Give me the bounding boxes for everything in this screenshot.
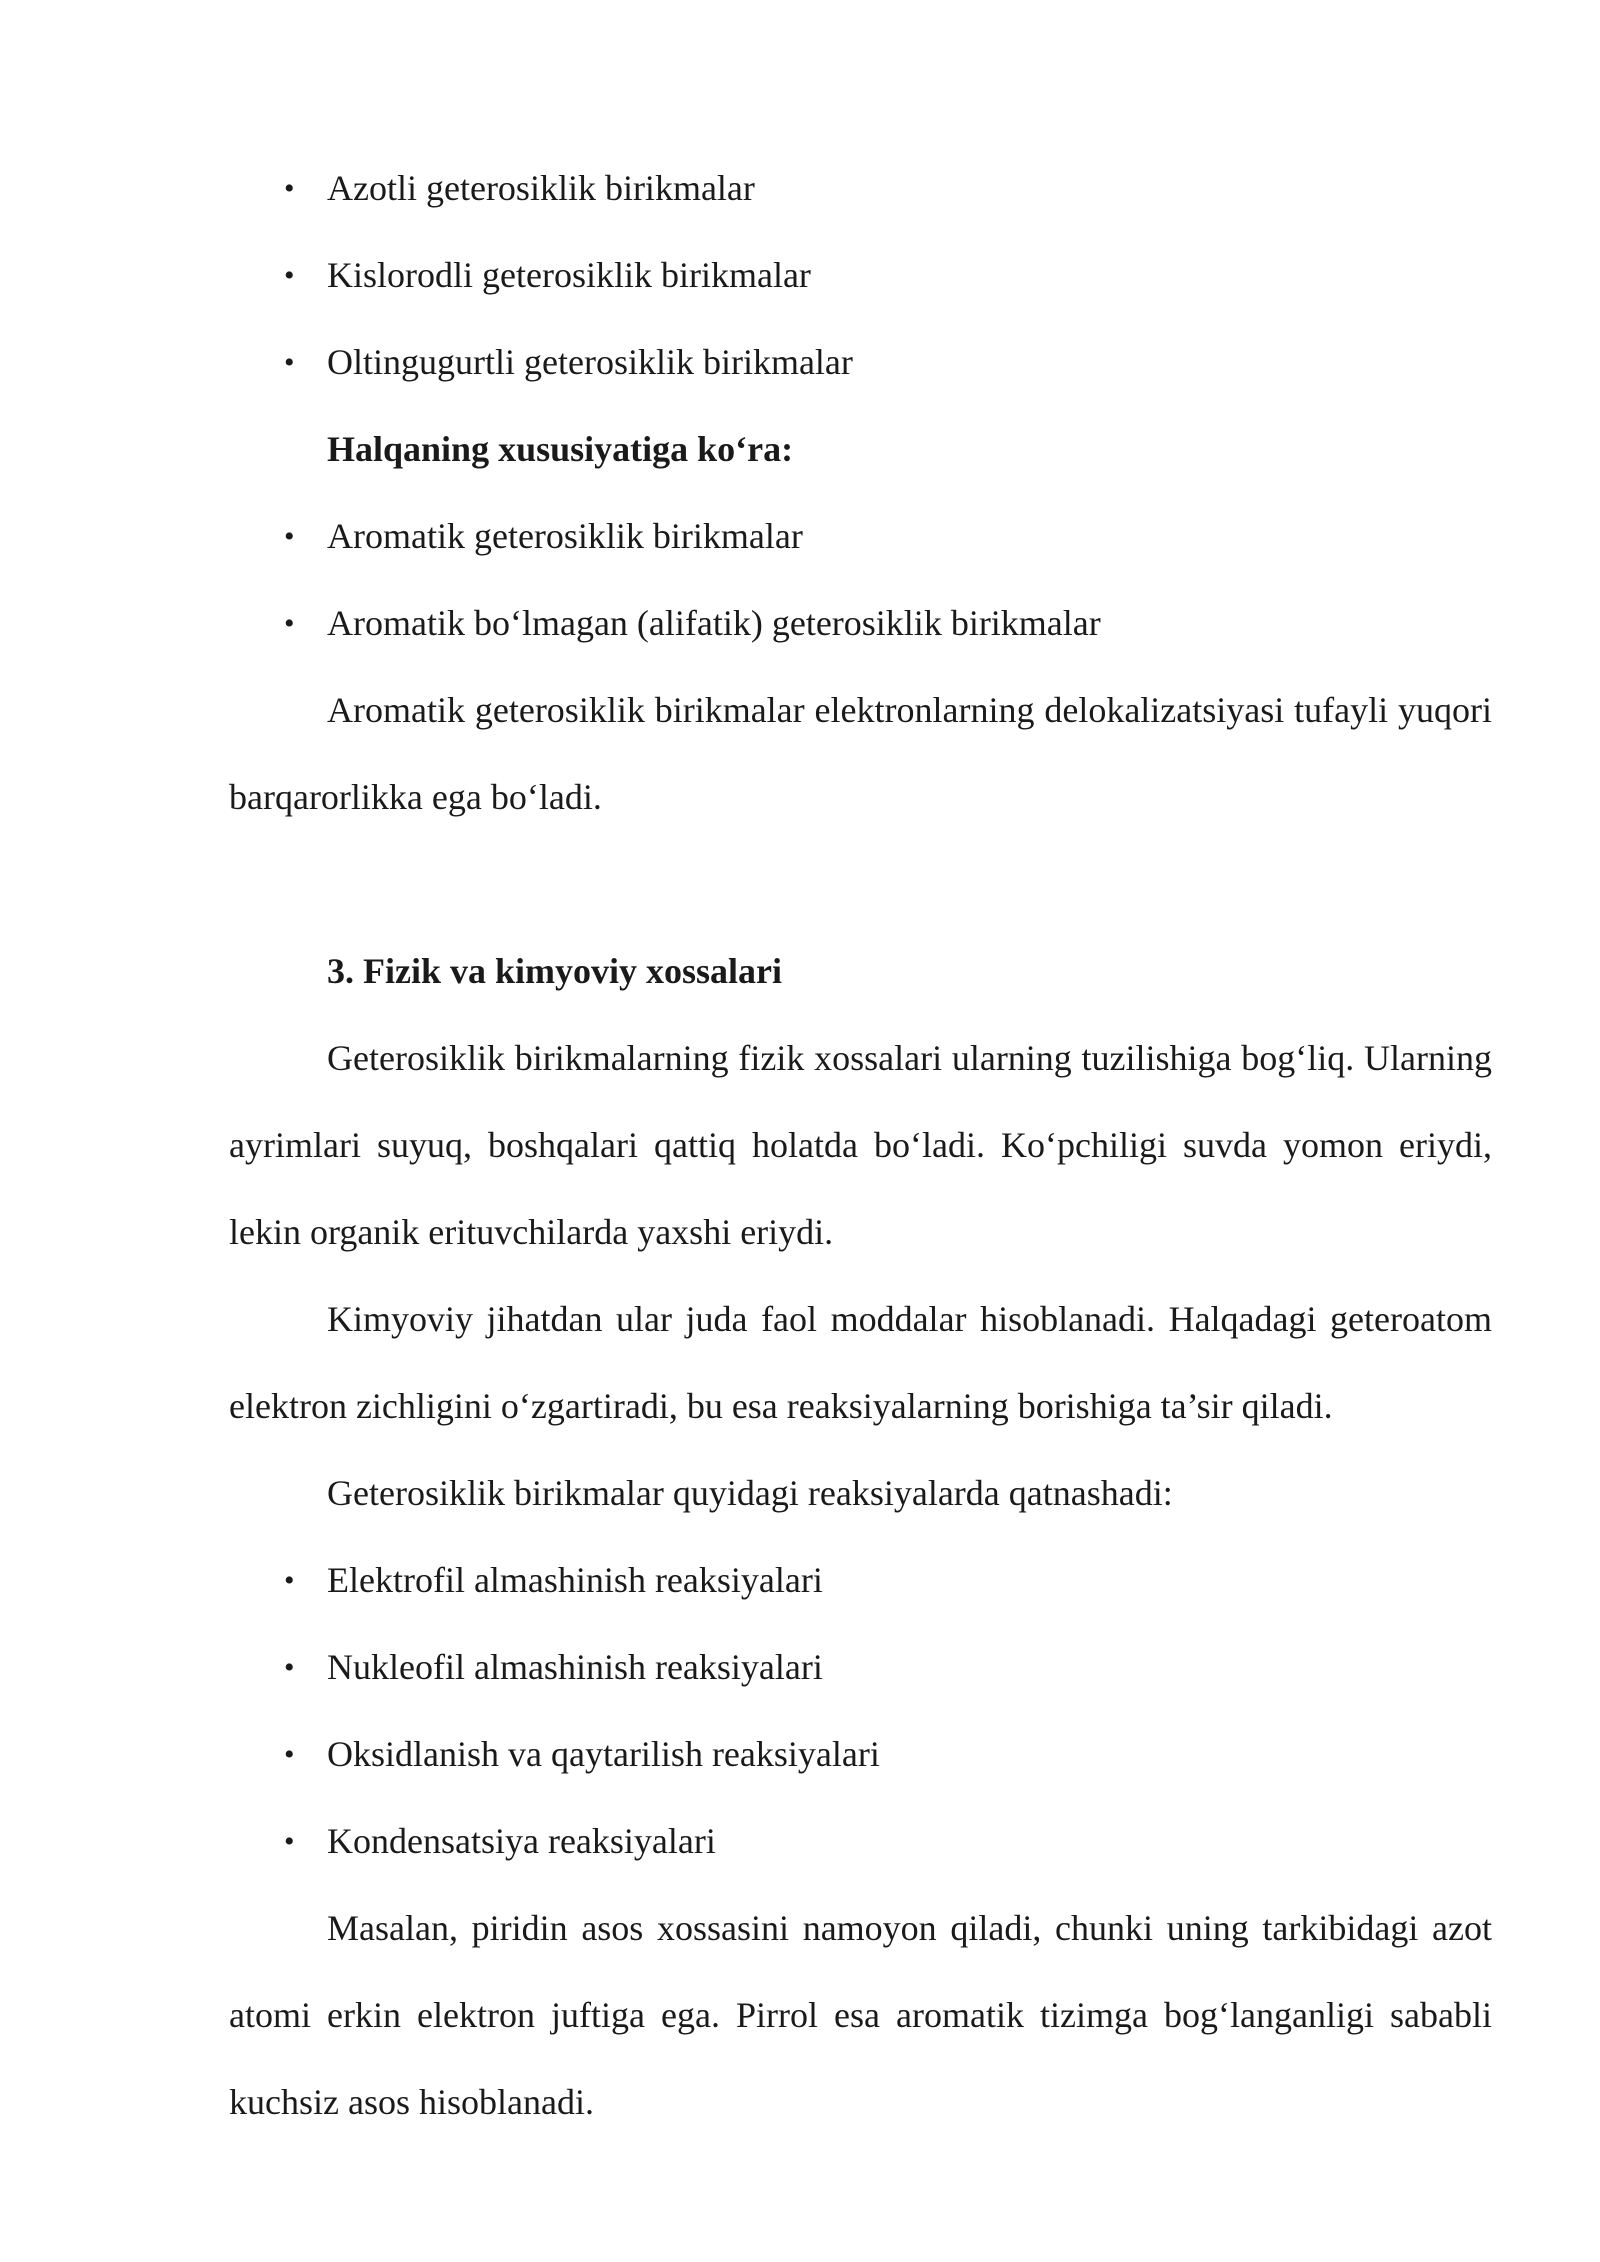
bullet-icon: • (284, 172, 295, 205)
list-item (229, 1624, 1492, 1711)
list-item (229, 1711, 1492, 1798)
list-item (229, 1537, 1492, 1624)
section-heading: 3. Fizik va kimyoviy xossalari (327, 951, 783, 991)
list-item-text: Azotli geterosiklik birikmalar (327, 168, 755, 208)
paragraph-aromatic: Aromatik geterosiklik birikmalar elektronlarning delokalizatsiyasi tufayli yuqori barqarorlikka ega bo‘ladi. (229, 690, 1492, 817)
list-item-text: Oltingugurtli geterosiklik birikmalar (327, 342, 853, 382)
bullet-icon: • (284, 346, 295, 379)
bullet-icon: • (284, 259, 295, 292)
list-item (229, 232, 1492, 319)
paragraph-example: Masalan, piridin asos xossasini namoyon qiladi, chunki uning tarkibidagi azot atomi erkin elektron juftiga ega. Pirrol esa aromatik tizimga bog‘langanligi sababli kuchsiz asos hisoblanadi. (229, 1908, 1492, 2122)
list-item-text: Kondensatsiya reaksiyalari (327, 1821, 716, 1861)
list-item-text: Aromatik geterosiklik birikmalar (327, 516, 803, 556)
list-item-text: Nukleofil almashinish reaksiyalari (327, 1647, 823, 1687)
bullet-icon: • (284, 1564, 295, 1597)
list-item (229, 1798, 1492, 1885)
list-item (229, 580, 1492, 667)
list-item (229, 145, 1492, 232)
paragraph-chemical-properties: Kimyoviy jihatdan ular juda faol moddalar hisoblanadi. Halqadagi geteroatom elektron zichligini o‘zgartiradi, bu esa reaksiyalarning borishiga ta’sir qiladi. (229, 1299, 1492, 1426)
document-page (229, 145, 1492, 2146)
paragraph-reactions-intro: Geterosiklik birikmalar quyidagi reaksiyalarda qatnashadi: (327, 1473, 1173, 1513)
ring-property-heading: Halqaning xususiyatiga ko‘ra: (327, 429, 794, 469)
list-item-text: Elektrofil almashinish reaksiyalari (327, 1560, 823, 1600)
bullet-icon: • (284, 607, 295, 640)
list-item (229, 319, 1492, 406)
bullet-icon: • (284, 1825, 295, 1858)
bullet-icon: • (284, 1738, 295, 1771)
list-item-text: Kislorodli geterosiklik birikmalar (327, 255, 811, 295)
list-item (229, 493, 1492, 580)
bullet-icon: • (284, 1651, 295, 1684)
paragraph-physical-properties: Geterosiklik birikmalarning fizik xossalari ularning tuzilishiga bog‘liq. Ularning ayrimlari suyuq, boshqalari qattiq holatda bo‘ladi. Ko‘pchiligi suvda yomon eriydi, lekin organik erituvchilarda yaxshi eriydi. (229, 1038, 1492, 1252)
list-item-text: Oksidlanish va qaytarilish reaksiyalari (327, 1734, 880, 1774)
blank-line (229, 841, 1492, 928)
list-item-text: Aromatik bo‘lmagan (alifatik) geterosiklik birikmalar (327, 603, 1101, 643)
bullet-icon: • (284, 520, 295, 553)
